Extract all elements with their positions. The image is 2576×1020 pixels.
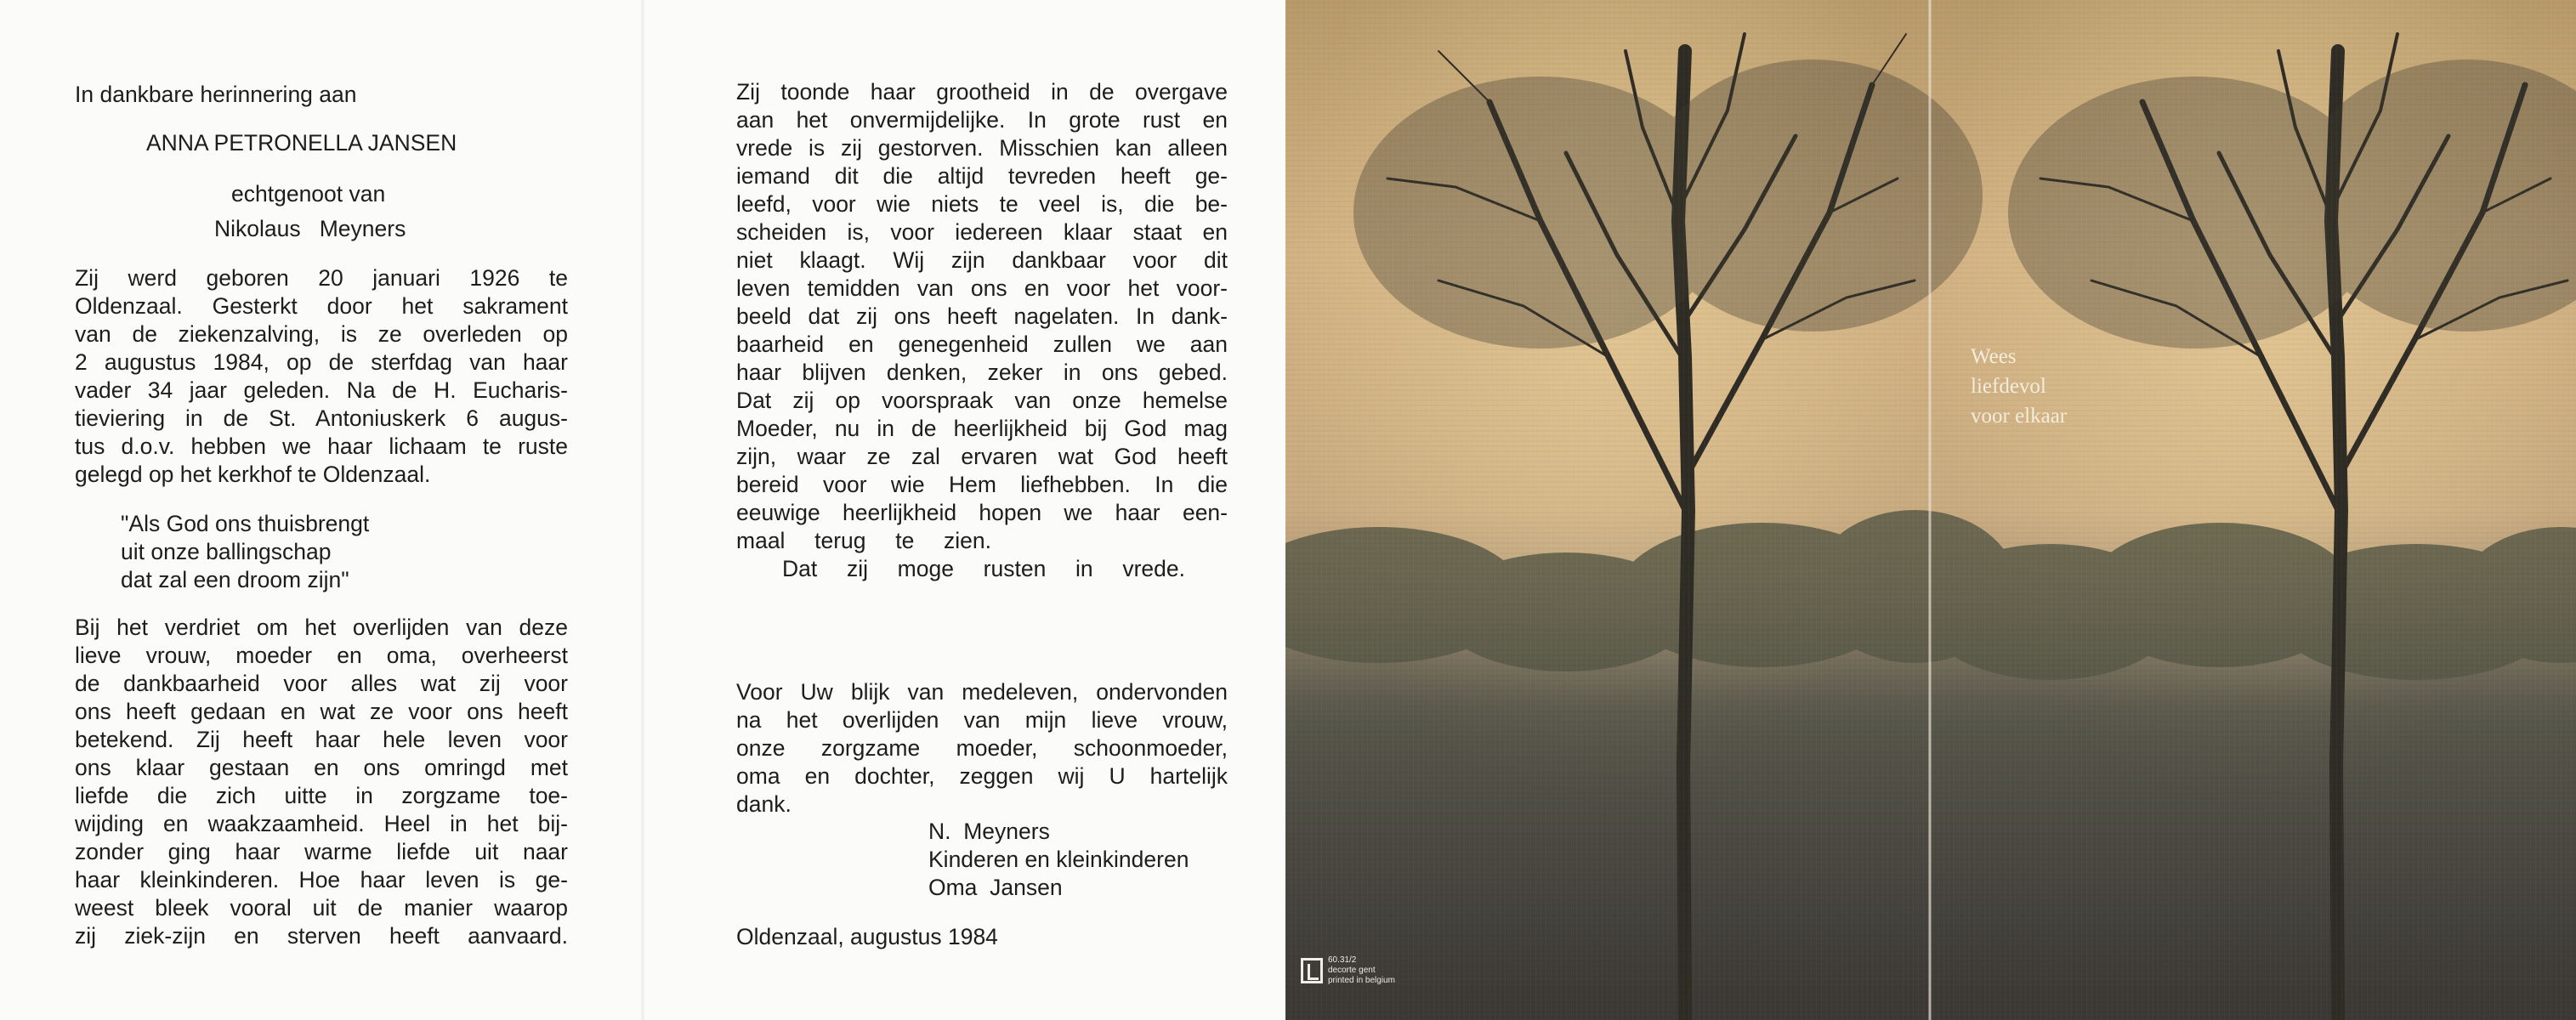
text-line: haar kleinkinderen. Hoe haar leven is ge- bbox=[75, 867, 568, 892]
text-line: van de ziekenzalving, is ze overleden op bbox=[75, 321, 568, 347]
signature-line: Kinderen en kleinkinderen bbox=[928, 847, 1189, 872]
text-line: vrede is zij gestorven. Misschien kan alleen bbox=[736, 135, 1228, 161]
printer-mark bbox=[1301, 955, 1395, 986]
text-line: eeuwige heerlijkheid hopen we haar een- bbox=[736, 500, 1228, 525]
printer-logo-icon bbox=[1301, 958, 1323, 983]
text-line: Dat zij op voorspraak van onze hemelse bbox=[736, 388, 1228, 413]
cover-line: liefdevol bbox=[1971, 375, 2046, 398]
intro-line: In dankbare herinnering aan bbox=[75, 82, 357, 107]
text-line: bereid voor wie Hem liefhebben. In die bbox=[736, 472, 1228, 497]
text-line: baarheid en genegenheid zullen we aan bbox=[736, 332, 1228, 357]
text-line: haar blijven denken, zeker in ons gebed. bbox=[736, 360, 1228, 385]
thanks-paragraph bbox=[736, 678, 1228, 819]
quote-line: dat zal een droom zijn" bbox=[121, 567, 349, 592]
text-line: lieve vrouw, moeder en oma, overheerst bbox=[75, 643, 568, 668]
text-line: dank. bbox=[736, 791, 792, 817]
text-line: zijn, waar ze zal ervaren wat God heeft bbox=[736, 444, 1228, 469]
text-line: Moeder, nu in de heerlijkheid bij God mag bbox=[736, 416, 1228, 441]
text-line: liefde die zich uitte in zorgzame toe- bbox=[75, 783, 568, 808]
text-line: niet klaagt. Wij zijn dankbaar voor dit bbox=[736, 247, 1228, 273]
text-line: weest bleek vooral uit de manier waarop bbox=[75, 895, 568, 921]
cover-line: Wees bbox=[1971, 345, 2017, 368]
text-line: onze zorgzame moeder, schoonmoeder, bbox=[736, 735, 1228, 761]
text-line: betekend. Zij heeft haar hele leven voor bbox=[75, 727, 568, 752]
tree-landscape-image bbox=[1285, 0, 2576, 1020]
signature-line: N. Meyners bbox=[928, 819, 1050, 844]
main-paragraph bbox=[736, 78, 1228, 583]
text-line: tus d.o.v. hebben we haar lichaam te ruste bbox=[75, 434, 568, 459]
text-line: Zij werd geboren 20 januari 1926 te bbox=[75, 265, 568, 291]
text-line: zij ziek-zijn en sterven heeft aanvaard. bbox=[75, 923, 568, 949]
printer-line: decorte gent bbox=[1328, 966, 1376, 975]
text-line: ons heeft gedaan en wat ze voor ons heeft bbox=[75, 699, 568, 724]
text-line: wijding en waakzaamheid. Heel in het bij- bbox=[75, 811, 568, 836]
text-line: gelegd op het kerkhof te Oldenzaal. bbox=[75, 462, 431, 487]
text-line: zonder ging haar warme liefde uit naar bbox=[75, 839, 568, 864]
grief-paragraph bbox=[75, 614, 568, 950]
deceased-name: ANNA PETRONELLA JANSEN bbox=[146, 130, 457, 156]
text-line: aan het onvermijdelijke. In grote rust en bbox=[736, 107, 1228, 133]
spouse-label: echtgenoot van bbox=[231, 181, 386, 207]
printer-line: 60.31/2 bbox=[1328, 955, 1357, 965]
text-line: 2 augustus 1984, op de sterfdag van haar bbox=[75, 349, 568, 375]
rest-in-peace-line: Dat zij moge rusten in vrede. bbox=[782, 556, 1185, 581]
quote-line: uit onze ballingschap bbox=[121, 539, 332, 564]
text-line: leefd, voor wie niets te veel is, die be- bbox=[736, 191, 1228, 217]
text-line: de dankbaarheid voor alles wat zij voor bbox=[75, 671, 568, 696]
signature-line: Oma Jansen bbox=[928, 875, 1063, 900]
text-line: maal terug te zien. bbox=[736, 528, 991, 553]
printer-info bbox=[1328, 955, 1395, 986]
cover-line: voor elkaar bbox=[1971, 405, 2068, 428]
quote bbox=[121, 510, 369, 594]
text-line: beeld dat zij ons heeft nagelaten. In dank- bbox=[736, 303, 1228, 329]
text-line: Voor Uw blijk van medeleven, ondervonden bbox=[736, 679, 1228, 705]
text-line: scheiden is, voor iedereen klaar staat en bbox=[736, 219, 1228, 245]
signature bbox=[928, 818, 1189, 902]
text-line: ons klaar gestaan en ons omringd met bbox=[75, 755, 568, 780]
text-line: Oldenzaal. Gesterkt door het sakrament bbox=[75, 293, 568, 319]
text-line: Zij toonde haar grootheid in de overgave bbox=[736, 79, 1228, 105]
text-line: oma en dochter, zeggen wij U hartelijk bbox=[736, 763, 1228, 789]
text-line: Bij het verdriet om het overlijden van deze bbox=[75, 615, 568, 640]
spouse-name: Nikolaus Meyners bbox=[214, 216, 406, 241]
text-line: leven temidden van ons en voor het voor- bbox=[736, 275, 1228, 301]
text-line: vader 34 jaar geleden. Na de H. Eucharis- bbox=[75, 377, 568, 403]
text-line: iemand dit die altijd tevreden heeft ge- bbox=[736, 163, 1228, 189]
quote-line: "Als God ons thuisbrengt bbox=[121, 511, 370, 536]
inside-spread bbox=[0, 0, 1285, 1020]
cover-title bbox=[1971, 342, 2067, 431]
text-line: na het overlijden van mijn lieve vrouw, bbox=[736, 707, 1228, 733]
left-page bbox=[75, 0, 568, 1020]
cover-photo bbox=[1285, 0, 2576, 1020]
place-date: Oldenzaal, augustus 1984 bbox=[736, 924, 998, 949]
printer-line: printed in belgium bbox=[1328, 976, 1395, 985]
right-page bbox=[736, 0, 1228, 1020]
text-line: tieviering in de St. Antoniuskerk 6 augus- bbox=[75, 405, 568, 431]
birth-paragraph bbox=[75, 264, 568, 489]
